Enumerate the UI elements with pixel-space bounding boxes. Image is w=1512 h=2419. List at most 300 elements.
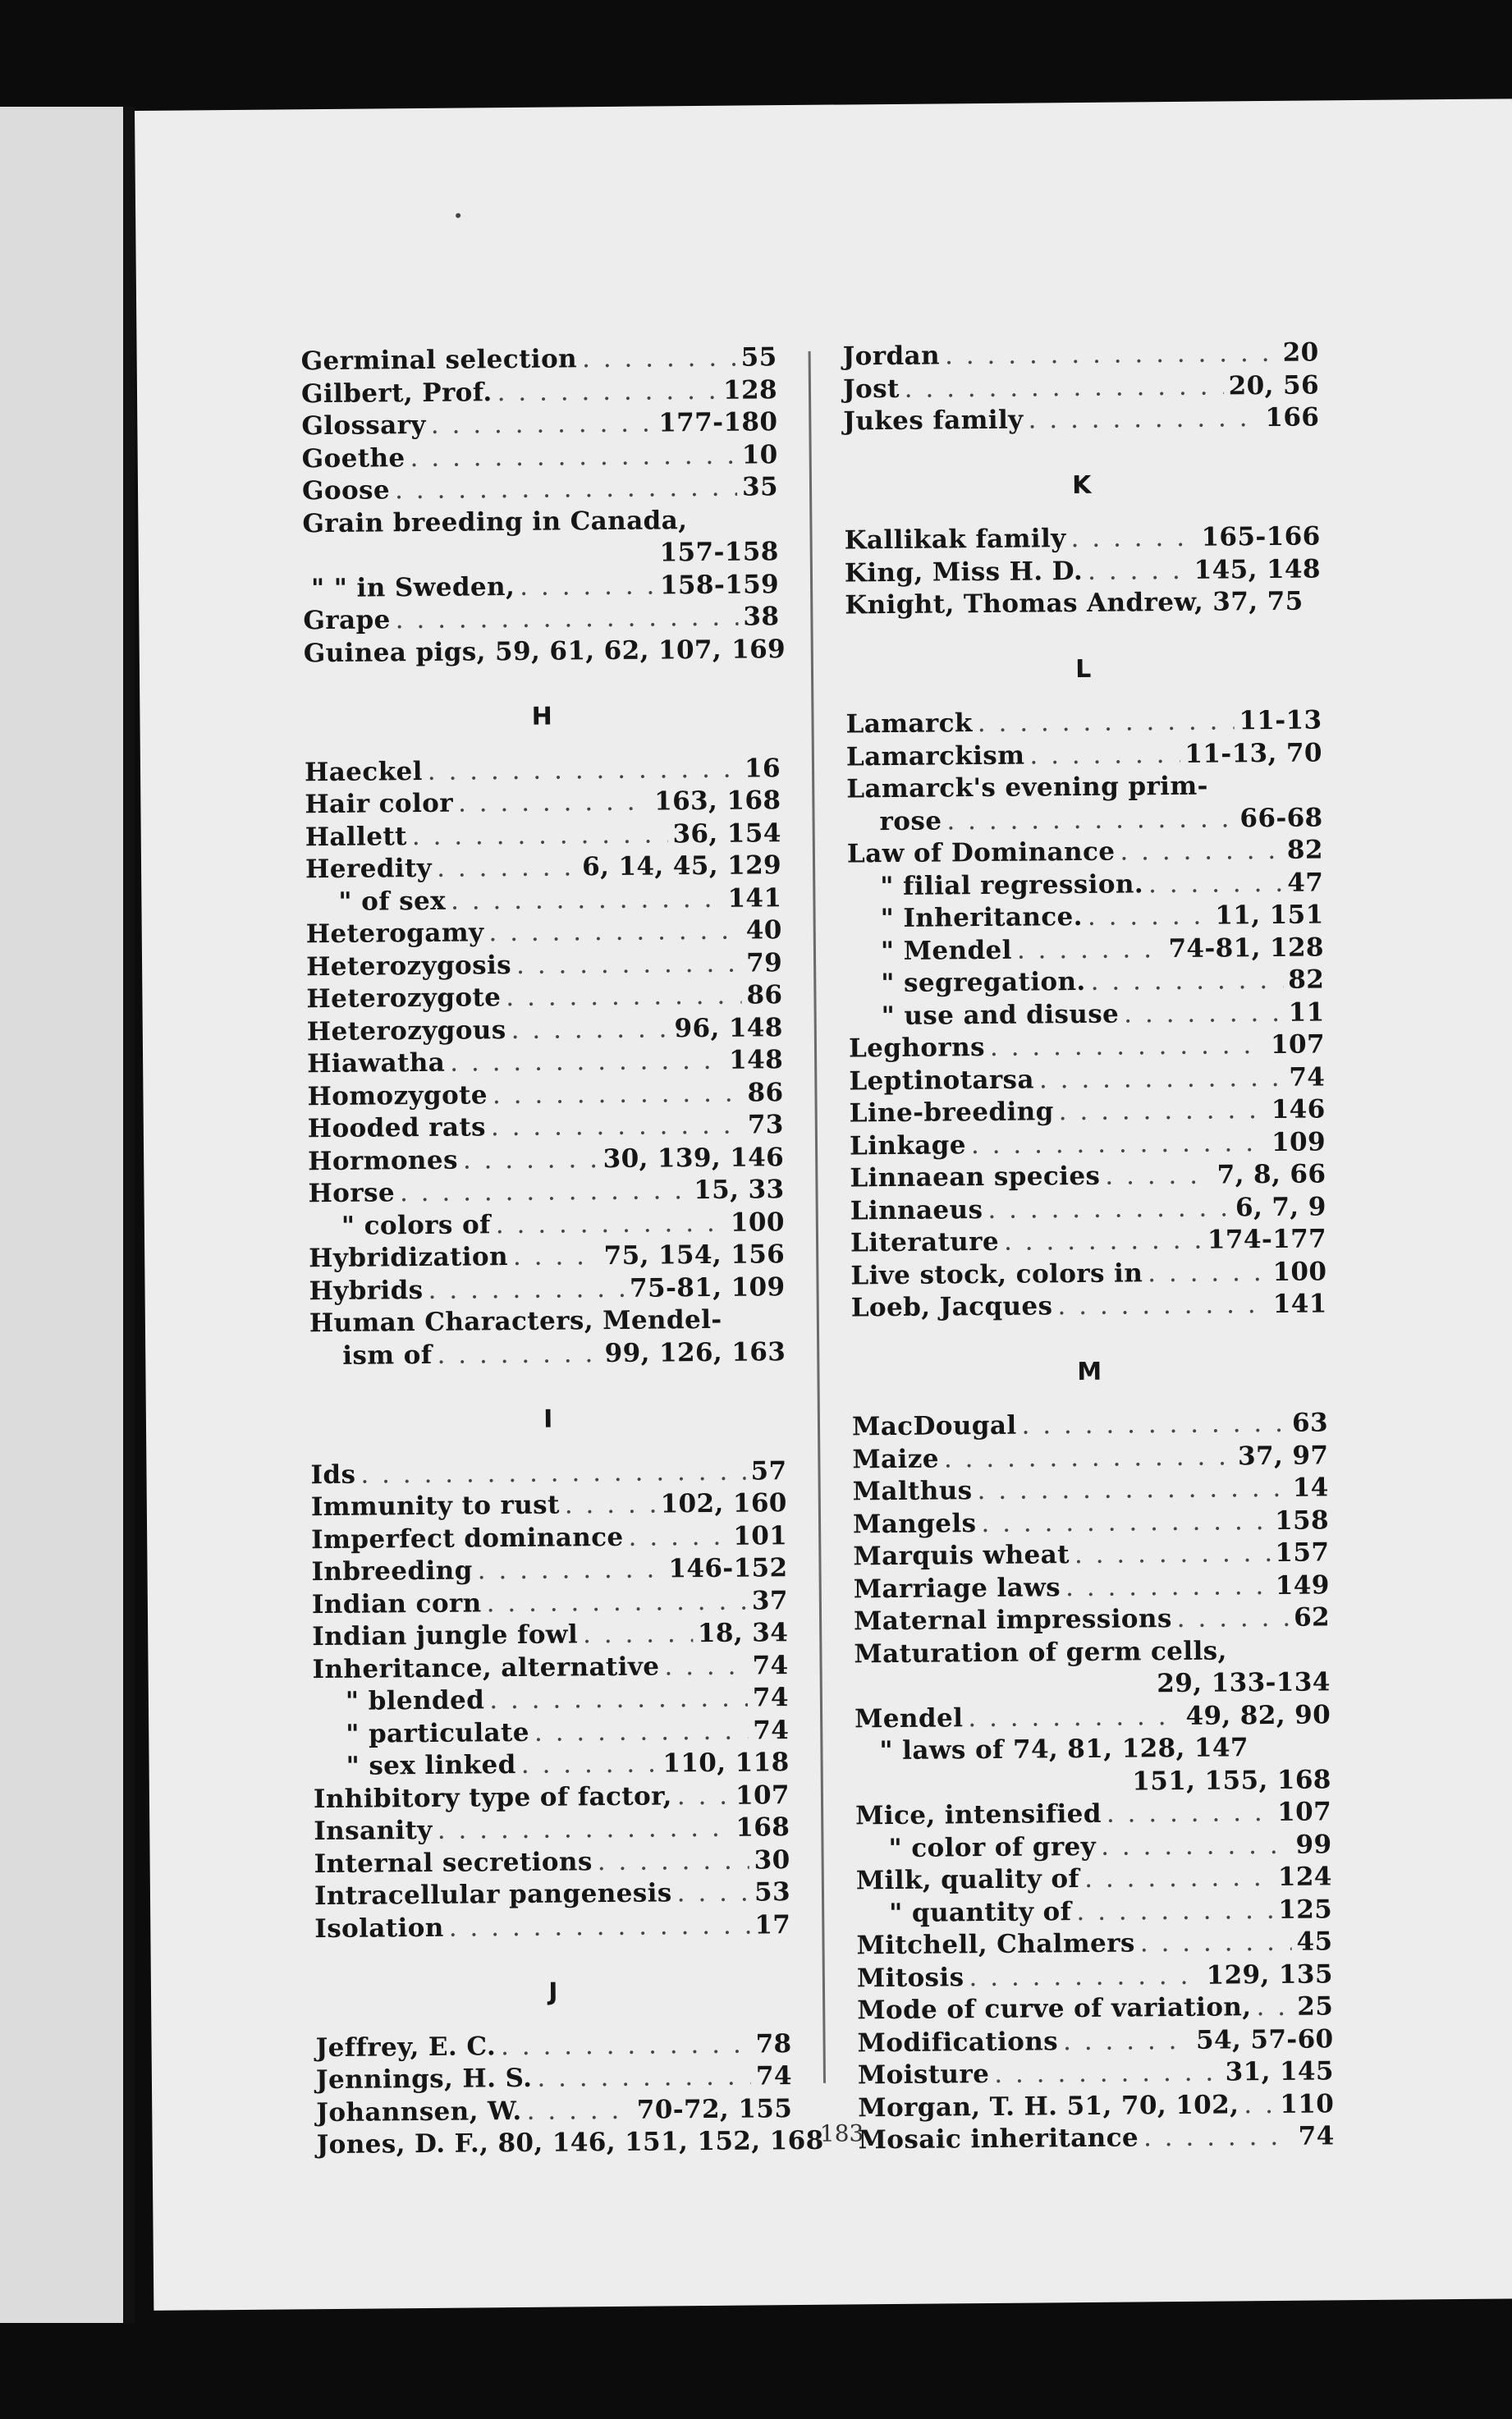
index-term: Jeffrey, E. C. — [315, 2031, 497, 2063]
dot-leader — [664, 1650, 748, 1683]
index-entry — [305, 882, 781, 919]
index-term: Literature — [850, 1226, 1000, 1258]
page-references: 54, 57-60 — [1195, 2023, 1334, 2055]
index-entry — [314, 1812, 790, 1849]
dot-leader — [994, 2057, 1221, 2091]
dot-leader — [516, 947, 741, 982]
index-term: Homozygote — [307, 1079, 488, 1111]
column-divider — [809, 351, 826, 2083]
page-references: 37, 97 — [1237, 1440, 1329, 1471]
index-term: Inbreeding — [311, 1555, 473, 1587]
page-references: 57 — [750, 1455, 787, 1487]
dot-leader — [501, 2028, 751, 2063]
index-entry — [852, 1407, 1328, 1444]
dot-leader — [526, 2094, 632, 2128]
page-references: 100 — [730, 1207, 785, 1238]
dot-leader — [438, 1812, 731, 1848]
page-references: 86 — [746, 980, 783, 1010]
page-references: 20 — [1282, 337, 1319, 368]
page-references: 149 — [1275, 1569, 1330, 1601]
index-entry — [309, 1336, 786, 1373]
dot-leader — [1107, 1797, 1273, 1830]
dot-leader — [497, 374, 718, 409]
dot-leader — [1088, 554, 1189, 588]
dot-leader — [987, 1192, 1230, 1226]
dot-leader — [400, 1175, 690, 1210]
page-references: 11-13, 70 — [1184, 737, 1323, 769]
index-entry — [314, 1876, 790, 1913]
index-entry — [850, 1158, 1326, 1195]
index-term: Linnaeus — [850, 1194, 983, 1226]
index-term: " sex linked — [346, 1750, 516, 1781]
dot-leader — [428, 753, 740, 788]
dot-leader — [1244, 2088, 1275, 2121]
index-term: Law of Dominance — [846, 836, 1116, 869]
index-entry-continuation: 157-158 — [659, 537, 779, 568]
index-entry-line: Human Characters, Mendel- — [309, 1304, 722, 1339]
dot-leader — [1028, 402, 1260, 437]
dot-leader — [990, 1029, 1266, 1064]
index-column-left — [300, 341, 824, 2161]
index-term: Maize — [852, 1444, 940, 1474]
page-references: 74-81, 128 — [1168, 932, 1325, 964]
index-entry — [848, 932, 1324, 969]
index-term: rose — [879, 805, 942, 836]
dot-leader — [491, 1110, 743, 1144]
dot-leader — [1120, 835, 1282, 868]
index-term: Mitosis — [856, 1962, 964, 1993]
page-references: 174-177 — [1207, 1224, 1327, 1255]
index-entry — [853, 1537, 1329, 1574]
index-entry — [851, 1288, 1327, 1325]
index-entry — [314, 1909, 790, 1946]
page-references: 107 — [1277, 1797, 1332, 1827]
dot-leader — [1021, 1408, 1287, 1442]
index-term: Mangels — [852, 1508, 977, 1539]
dot-leader — [437, 851, 577, 885]
index-entry-line: " laws of 74, 81, 128, 147 — [879, 1733, 1249, 1766]
dot-leader — [1076, 1894, 1273, 1928]
index-entry — [856, 1894, 1332, 1931]
dot-leader — [1090, 964, 1283, 999]
dot-leader — [1105, 1160, 1212, 1193]
index-entry-line: Jones, D. F., 80, 146, 151, 152, 168 — [316, 2125, 824, 2160]
dot-leader — [1065, 1569, 1271, 1604]
index-entry — [857, 1959, 1333, 1995]
page-references: 35 — [741, 472, 779, 502]
index-term: Lamarckism — [845, 740, 1025, 772]
index-entry — [316, 2060, 792, 2097]
dot-leader — [905, 370, 1224, 405]
index-term: Internal secretions — [314, 1846, 593, 1879]
index-entry — [302, 439, 778, 476]
page-references: 74 — [1298, 2121, 1335, 2151]
index-term: Goose — [301, 475, 391, 506]
page-references: 15, 33 — [694, 1175, 785, 1206]
index-term: Inheritance, alternative — [312, 1651, 660, 1684]
page-references: 30 — [754, 1844, 790, 1875]
index-term: Heredity — [305, 853, 433, 885]
index-term: Hiawatha — [306, 1047, 446, 1079]
index-entry — [850, 1126, 1326, 1163]
dot-leader — [565, 1489, 656, 1522]
index-entry — [308, 1109, 784, 1146]
index-entry-line: Knight, Thomas Andrew, 37, 75 — [845, 586, 1304, 621]
dot-leader — [1029, 738, 1180, 772]
page-references: 7, 8, 66 — [1216, 1159, 1326, 1190]
dot-leader — [944, 1441, 1234, 1476]
page-references: 146-152 — [668, 1553, 788, 1584]
page-references: 82 — [1286, 835, 1324, 865]
section-letter: H — [531, 702, 553, 731]
dot-leader — [521, 1748, 658, 1782]
page-references: 17 — [754, 1909, 791, 1940]
index-entry — [312, 1585, 788, 1622]
page-references: 31, 145 — [1225, 2056, 1335, 2087]
index-entry — [306, 914, 782, 951]
dot-leader — [488, 915, 741, 950]
section-letter: M — [1077, 1357, 1102, 1386]
index-term: " filial regression. — [880, 868, 1144, 901]
index-term: Mosaic inheritance — [858, 2123, 1139, 2156]
index-term: Linkage — [849, 1129, 967, 1161]
page-references: 177-180 — [658, 407, 778, 438]
index-entry — [309, 1239, 785, 1276]
index-term: Line-breeding — [849, 1097, 1054, 1129]
index-term: Hybrids — [309, 1275, 424, 1306]
page-references: 158-159 — [659, 569, 780, 600]
index-entry — [857, 2023, 1333, 2060]
index-term: Ids — [310, 1459, 356, 1490]
dot-leader — [1101, 1829, 1291, 1863]
dot-leader — [458, 786, 649, 821]
index-entry — [301, 341, 777, 378]
dot-leader — [513, 1240, 599, 1273]
page-references: 78 — [755, 2028, 792, 2059]
index-term: Hormones — [308, 1145, 459, 1176]
dot-leader — [486, 1585, 747, 1620]
page-references: 129, 135 — [1206, 1959, 1334, 1991]
page-references: 70-72, 155 — [636, 2093, 793, 2125]
page-references: 45 — [1296, 1926, 1333, 1957]
index-entry — [843, 369, 1319, 406]
index-term: Live stock, colors in — [850, 1258, 1143, 1290]
index-entry — [849, 1029, 1325, 1065]
index-term: Marquis wheat — [853, 1540, 1070, 1572]
dot-leader — [978, 705, 1235, 740]
dot-leader — [1017, 933, 1164, 967]
page-references: 11, 151 — [1215, 900, 1324, 931]
page-references: 86 — [747, 1077, 784, 1108]
index-entry — [853, 1505, 1329, 1542]
page-references: 110, 118 — [662, 1748, 790, 1779]
index-entry — [848, 996, 1324, 1033]
index-term: Lamarck — [845, 708, 973, 740]
page-references: 110 — [1280, 2088, 1335, 2119]
index-term: Mice, intensified — [855, 1798, 1102, 1831]
dot-leader — [506, 980, 741, 1015]
dot-leader — [1148, 867, 1283, 900]
dot-leader — [520, 570, 655, 603]
index-entry — [857, 1991, 1333, 2027]
index-term: Gilbert, Prof. — [300, 377, 493, 409]
dot-leader — [450, 1045, 724, 1079]
index-entry — [310, 1455, 786, 1492]
index-entry — [313, 1747, 789, 1784]
page-references: 47 — [1287, 867, 1324, 898]
index-entry — [846, 802, 1322, 839]
page-references: 74 — [753, 1715, 790, 1746]
index-entry — [855, 1796, 1331, 1833]
adjacent-page-edge — [0, 107, 123, 2323]
index-term: Indian jungle fowl — [312, 1620, 579, 1652]
page-references: 6, 14, 45, 129 — [581, 850, 782, 882]
index-term: Milk, quality of — [855, 1864, 1080, 1896]
index-entry — [855, 1829, 1331, 1866]
dot-leader — [1143, 2121, 1294, 2155]
page-references: 66-68 — [1239, 802, 1323, 833]
section-letter: J — [548, 1977, 558, 2007]
dot-leader — [1084, 1862, 1273, 1896]
index-term: " quantity of — [889, 1896, 1072, 1928]
index-term: " segregation. — [881, 966, 1086, 999]
index-entry — [305, 818, 781, 854]
dot-leader — [677, 1780, 731, 1812]
dot-leader — [431, 407, 654, 442]
index-entry — [855, 1699, 1331, 1736]
index-entry — [842, 337, 1318, 373]
dot-leader — [981, 1505, 1270, 1540]
page-references: 25 — [1297, 1991, 1334, 2022]
index-entry — [308, 1174, 784, 1211]
dot-leader — [534, 1715, 749, 1749]
index-term: Mendel — [854, 1702, 964, 1734]
index-term: Hooded rats — [307, 1112, 487, 1144]
index-term: " " in Sweden, — [310, 571, 515, 603]
page-references: 165-166 — [1201, 521, 1321, 552]
page-references: 107 — [1270, 1029, 1326, 1060]
index-page — [135, 99, 1512, 2311]
index-entry — [311, 1552, 787, 1589]
page-references: 63 — [1291, 1408, 1329, 1438]
index-term: Kallikak family — [844, 524, 1066, 556]
index-term: Haeckel — [304, 756, 423, 787]
dot-leader — [1004, 1225, 1203, 1259]
dot-leader — [677, 1877, 750, 1910]
index-column-right — [842, 337, 1334, 2156]
dot-leader — [396, 602, 739, 637]
page-references: 74 — [755, 2061, 793, 2091]
dot-leader — [1124, 996, 1284, 1030]
dot-leader — [583, 1618, 693, 1652]
index-term: Johannsen, W. — [316, 2096, 522, 2128]
page-references: 79 — [745, 947, 783, 978]
dot-leader — [428, 1272, 625, 1307]
index-entry — [305, 785, 781, 822]
index-entry — [856, 1926, 1332, 1963]
dot-leader — [1057, 1289, 1268, 1323]
page-references: 158 — [1274, 1505, 1330, 1536]
dot-leader — [496, 1207, 726, 1241]
page-references: 49, 82, 90 — [1185, 1699, 1331, 1731]
page-references: 141 — [1272, 1289, 1327, 1319]
page-references: 18, 34 — [697, 1618, 789, 1649]
index-term: Hair color — [305, 788, 454, 820]
dot-leader — [1177, 1602, 1290, 1636]
index-term: Insanity — [314, 1815, 433, 1847]
page-references: 101 — [733, 1520, 788, 1551]
index-entry — [307, 1044, 783, 1081]
index-entry-continuation: 151, 155, 168 — [1132, 1764, 1331, 1796]
index-term: " Inheritance. — [880, 901, 1084, 934]
index-entry-line: Lamarck's evening prim- — [846, 771, 1209, 804]
page-references: 141 — [727, 882, 782, 914]
index-entry — [847, 867, 1323, 904]
index-term: " blended — [345, 1685, 485, 1716]
page-references: 166 — [1265, 402, 1320, 433]
index-entry — [852, 1440, 1328, 1477]
index-entry — [849, 1061, 1325, 1098]
index-term: Imperfect dominance — [311, 1522, 624, 1555]
page-references: 53 — [754, 1877, 791, 1908]
index-term: King, Miss H. D. — [844, 556, 1084, 588]
index-term: Isolation — [314, 1913, 444, 1944]
index-entry — [856, 1861, 1332, 1898]
binding-shadow — [123, 107, 135, 2323]
index-term: Malthus — [852, 1476, 973, 1507]
page-references: 75-81, 109 — [629, 1271, 786, 1303]
dot-leader — [489, 1683, 748, 1717]
dot-leader — [1088, 900, 1211, 934]
index-term: Glossary — [301, 410, 426, 442]
index-term: " color of grey — [888, 1831, 1097, 1863]
index-entry — [845, 704, 1322, 741]
page-references: 163, 168 — [653, 786, 781, 817]
index-entry — [850, 1093, 1326, 1130]
index-entry — [306, 947, 782, 984]
index-entry — [858, 2088, 1334, 2125]
page-references: 145, 148 — [1194, 553, 1322, 585]
page-references: 38 — [743, 602, 780, 632]
section-letter: I — [543, 1404, 553, 1434]
index-term: Linnaean species — [850, 1161, 1101, 1193]
dot-leader — [1070, 522, 1196, 556]
page-references: 100 — [1272, 1256, 1327, 1287]
dot-leader — [969, 1959, 1202, 1994]
dot-leader — [598, 1844, 749, 1878]
dot-leader — [410, 439, 737, 474]
index-term: Leptinotarsa — [849, 1064, 1035, 1096]
index-term: Inhibitory type of factor, — [313, 1780, 672, 1814]
page-references: 107 — [735, 1780, 790, 1811]
dot-leader — [971, 1127, 1267, 1162]
index-entry-line: Maturation of germ cells, — [854, 1635, 1227, 1669]
dot-leader — [1059, 1094, 1267, 1129]
dot-leader — [1148, 1257, 1268, 1290]
index-entry — [847, 899, 1323, 936]
index-term: " colors of — [341, 1209, 491, 1241]
index-entry — [302, 471, 778, 508]
page-references: 74 — [1289, 1061, 1326, 1093]
index-term: " particulate — [346, 1717, 530, 1749]
index-entry — [303, 569, 779, 606]
index-entry — [312, 1650, 788, 1687]
index-entry — [850, 1256, 1326, 1293]
page-references: 55 — [740, 342, 777, 373]
index-entry — [858, 2055, 1334, 2092]
page-references: 168 — [735, 1812, 790, 1843]
dot-leader — [945, 337, 1278, 373]
index-entry-continuation: 29, 133-134 — [1157, 1667, 1331, 1699]
dot-leader — [582, 342, 736, 376]
page-references: 62 — [1293, 1602, 1331, 1633]
index-term: " use and disuse — [881, 999, 1120, 1031]
index-term: Marriage laws — [853, 1572, 1061, 1604]
index-term: " of sex — [338, 886, 447, 917]
page-references: 75, 154, 156 — [603, 1239, 786, 1271]
page-references: 169 — [731, 634, 786, 665]
index-entry — [854, 1601, 1330, 1638]
index-term: Heterozygosis — [305, 950, 512, 982]
index-term: Jost — [842, 373, 900, 404]
index-entry — [303, 634, 786, 671]
page-references: 148 — [729, 1045, 784, 1075]
page-references: 36, 154 — [672, 818, 781, 849]
index-entry — [316, 2093, 792, 2130]
dot-leader — [537, 2061, 751, 2096]
index-entry — [311, 1487, 787, 1524]
index-entry — [312, 1617, 788, 1654]
index-term: Heterozygote — [306, 983, 502, 1015]
index-entry — [307, 1012, 783, 1049]
page-references: 16 — [744, 753, 781, 784]
index-entry — [303, 601, 779, 638]
index-entry — [844, 520, 1320, 557]
index-entry — [309, 1207, 785, 1244]
page-references: 109 — [1271, 1126, 1326, 1157]
index-entry — [850, 1223, 1326, 1260]
page-references: 10 — [741, 439, 778, 470]
page-references: 125 — [1278, 1894, 1333, 1925]
dot-leader — [478, 1553, 664, 1587]
index-entry-line: Grain breeding in Canada, — [302, 505, 688, 538]
dot-leader — [463, 1143, 598, 1177]
index-term: Horse — [308, 1178, 396, 1209]
page-references: 11 — [1288, 996, 1325, 1028]
index-entry — [314, 1844, 790, 1881]
dot-leader — [628, 1520, 728, 1554]
index-entry — [301, 406, 777, 443]
index-entry — [846, 737, 1322, 774]
index-term: Hallett — [305, 821, 407, 852]
dot-leader — [968, 1700, 1181, 1734]
index-term: MacDougal — [851, 1410, 1017, 1442]
index-entry — [313, 1682, 789, 1719]
index-entry — [858, 2120, 1334, 2157]
index-term: Goethe — [301, 442, 405, 474]
dot-leader — [1074, 1537, 1271, 1572]
page-references: 40 — [745, 915, 782, 946]
dot-leader — [1140, 1926, 1292, 1960]
dot-leader — [1063, 2024, 1191, 2058]
index-entry — [306, 979, 782, 1016]
index-term: Moisture — [857, 2059, 990, 2091]
index-entry — [314, 1780, 790, 1817]
index-term: Grape — [303, 605, 391, 636]
dot-leader — [493, 1077, 743, 1111]
index-term: Hybridization — [309, 1242, 509, 1274]
page-references: 128 — [722, 374, 778, 405]
